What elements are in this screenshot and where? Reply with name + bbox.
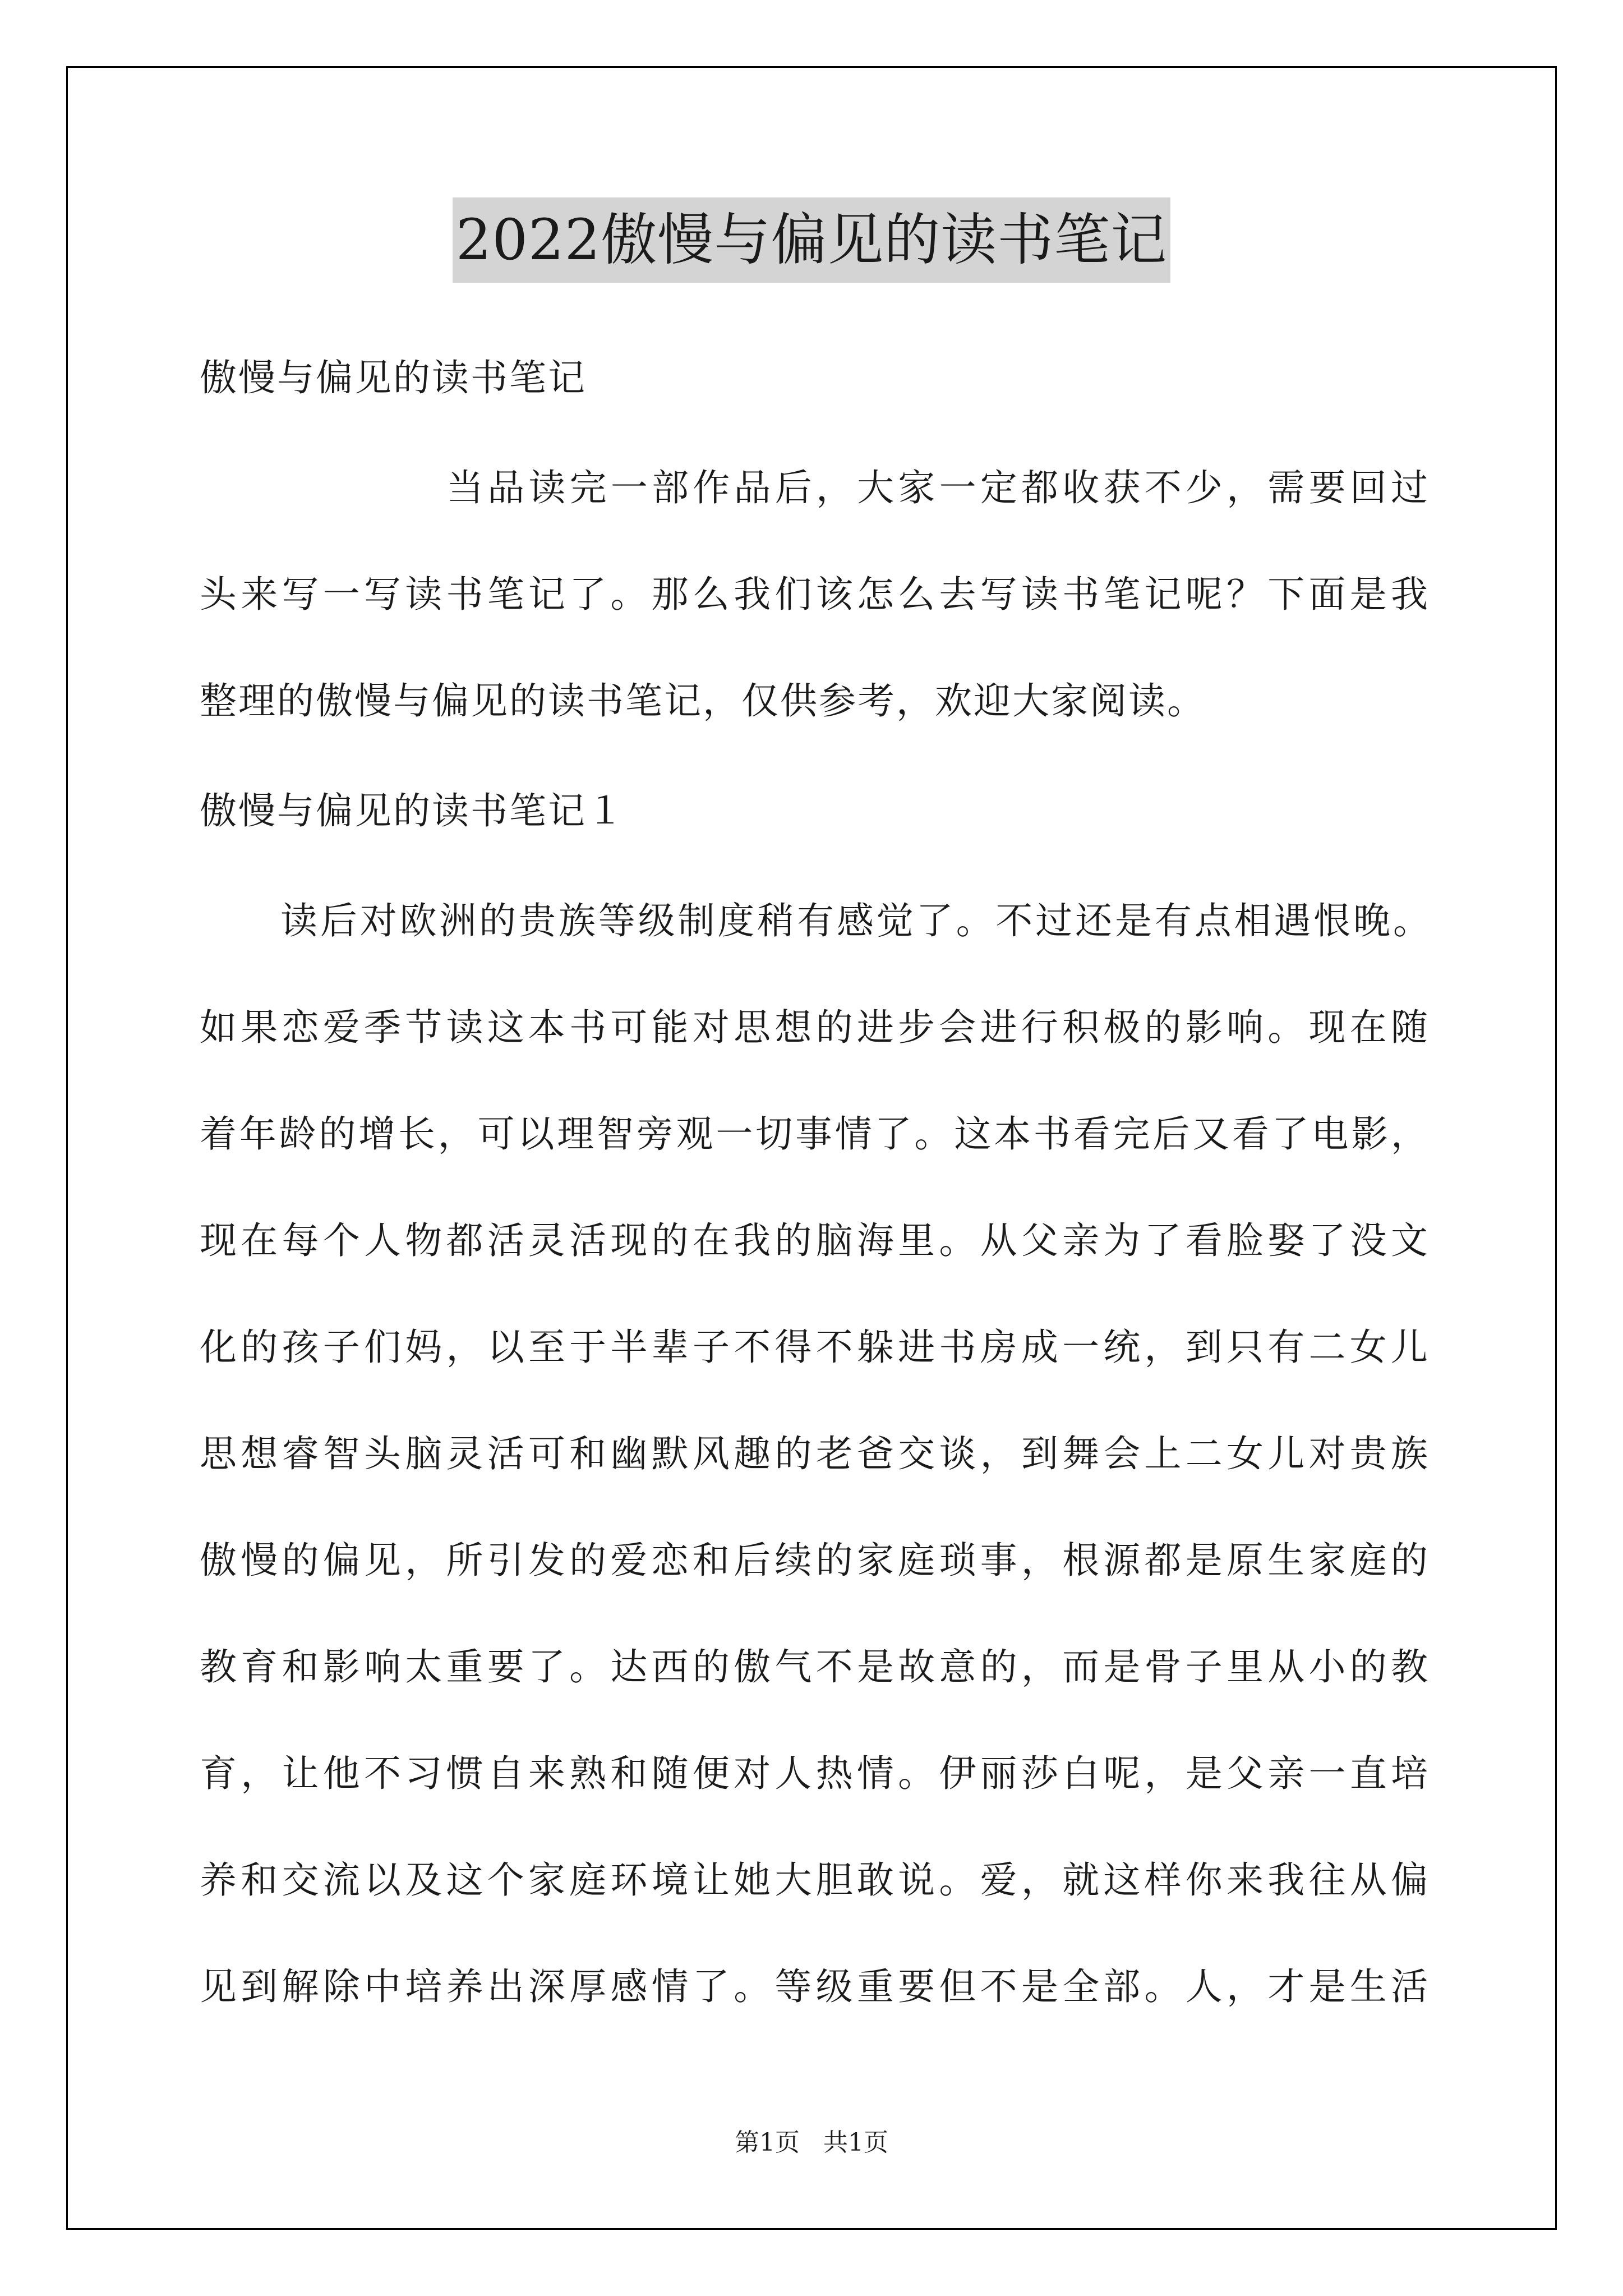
page-footer — [0, 2126, 1623, 2160]
body-line-11: 见到解除中培养出深厚感情了。等级重要但不是全部。人，才是生活 — [200, 1965, 1428, 2008]
intro-line-3: 整理的傲慢与偏见的读书笔记，仅供参考，欢迎大家阅读。 — [200, 679, 1206, 723]
page-number-current: 第1页 — [735, 2128, 800, 2157]
section-heading: 傲慢与偏见的读书笔记１ — [200, 789, 625, 832]
intro-line-2: 头来写一写读书笔记了。那么我们该怎么去写读书笔记呢？下面是我 — [200, 573, 1428, 616]
intro-line-1: 当品读完一部作品后，大家一定都收获不少，需要回过 — [446, 466, 1428, 509]
document-title: 2022傲慢与偏见的读书笔记 — [453, 197, 1171, 283]
body-line-3: 着年龄的增长，可以理智旁观一切事情了。这本书看完后又看了电影， — [200, 1112, 1428, 1156]
document-subtitle: 傲慢与偏见的读书笔记 — [200, 356, 587, 399]
body-line-2: 如果恋爱季节读这本书可能对思想的进步会进行积极的影响。现在随 — [200, 1006, 1428, 1049]
title-block — [0, 197, 1623, 283]
body-line-6: 思想睿智头脑灵活可和幽默风趣的老爸交谈，到舞会上二女儿对贵族 — [200, 1432, 1428, 1475]
body-line-7: 傲慢的偏见，所引发的爱恋和后续的家庭琐事，根源都是原生家庭的 — [200, 1539, 1428, 1582]
page-number-total: 共1页 — [823, 2128, 888, 2157]
body-line-1: 读后对欧洲的贵族等级制度稍有感觉了。不过还是有点相遇恨晚。 — [280, 899, 1430, 942]
body-line-9: 育，让他不习惯自来熟和随便对人热情。伊丽莎白呢，是父亲一直培 — [200, 1752, 1428, 1795]
body-line-5: 化的孩子们妈，以至于半辈子不得不躲进书房成一统，到只有二女儿 — [200, 1326, 1428, 1369]
body-line-10: 养和交流以及这个家庭环境让她大胆敢说。爱，就这样你来我往从偏 — [200, 1858, 1428, 1902]
body-line-8: 教育和影响太重要了。达西的傲气不是故意的，而是骨子里从小的教 — [200, 1645, 1428, 1688]
body-line-4: 现在每个人物都活灵活现的在我的脑海里。从父亲为了看脸娶了没文 — [200, 1219, 1428, 1262]
